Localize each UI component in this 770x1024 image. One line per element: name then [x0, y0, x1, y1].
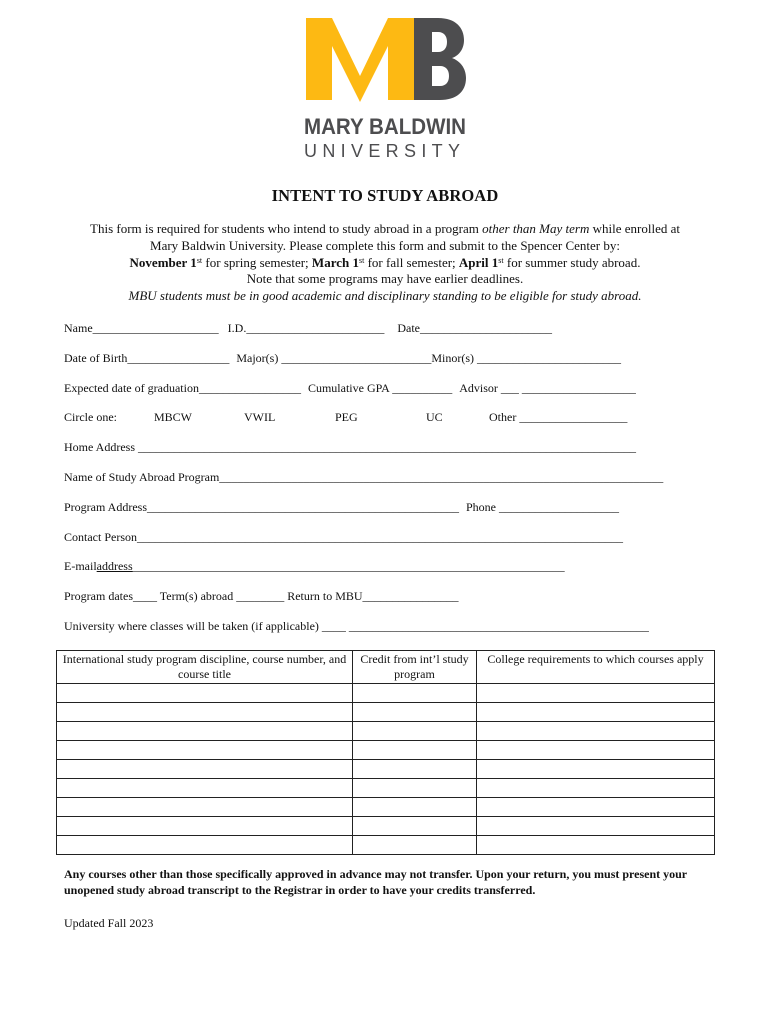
ordinal-suffix: st — [196, 255, 203, 265]
deadline-april: April 1 — [458, 254, 499, 270]
email-blank[interactable]: ________________________________________________________________________ — [132, 559, 565, 573]
graduation-date-field[interactable]: Expected date of graduation_________________ — [64, 381, 301, 395]
table-cell[interactable] — [477, 741, 715, 760]
intro-line-4: Note that some programs may have earlier deadlines. — [246, 271, 524, 287]
header-course-title: International study program discipline, course number, and course title — [57, 651, 353, 684]
table-cell[interactable] — [353, 779, 477, 798]
table-row — [57, 798, 715, 817]
table-row — [57, 684, 715, 703]
table-cell[interactable] — [57, 741, 353, 760]
option-mbcw[interactable]: MBCW — [154, 410, 193, 424]
ordinal-suffix: st — [358, 255, 365, 265]
field-row-3 — [64, 380, 636, 396]
university-logo — [302, 16, 468, 160]
circle-one-label: Circle one: — [64, 410, 117, 424]
table-cell[interactable] — [477, 722, 715, 741]
deadline-march: March 1 — [311, 254, 359, 270]
option-peg[interactable]: PEG — [335, 410, 358, 424]
table-cell[interactable] — [353, 817, 477, 836]
deadline-text: for spring semester; — [202, 254, 312, 270]
logo-line-1: MARY BALDWIN — [304, 114, 466, 139]
intro-line-2: Mary Baldwin University. Please complete this form and submit to the Spencer Center by: — [150, 237, 620, 253]
table-cell[interactable] — [477, 798, 715, 817]
table-cell[interactable] — [353, 760, 477, 779]
intro-paragraph — [50, 221, 720, 305]
field-row-2 — [64, 350, 621, 366]
email-label-underlined: address — [96, 559, 133, 573]
university-field[interactable]: University where classes will be taken (if applicable) ____ __________________________________________________ — [64, 619, 649, 633]
circle-one-row — [64, 409, 714, 425]
table-cell[interactable] — [57, 817, 353, 836]
program-address-field[interactable]: Program Address____________________________________________________ — [64, 500, 459, 514]
course-table — [56, 650, 715, 855]
table-cell[interactable] — [477, 817, 715, 836]
logo-line-2: UNIVERSITY — [304, 141, 466, 160]
option-other[interactable]: Other __________________ — [489, 410, 628, 424]
table-cell[interactable] — [57, 760, 353, 779]
deadline-november: November 1 — [129, 254, 197, 270]
table-cell[interactable] — [477, 760, 715, 779]
transfer-notice: Any courses other than those specifically approved in advance may not transfer. Upon your return, you must present your unopened study abroad transcript to the Registrar in order to have your credits transferred. — [64, 867, 687, 897]
header-credit: Credit from int’l study program — [353, 651, 477, 684]
date-of-birth-field[interactable]: Date of Birth_________________ — [64, 351, 230, 365]
advisor-field[interactable]: Advisor ___ ___________________ — [459, 381, 636, 395]
table-row — [57, 741, 715, 760]
deadline-text: for summer study abroad. — [503, 254, 641, 270]
program-name-field[interactable]: Name of Study Abroad Program__________________________________________________________________________ — [64, 470, 664, 484]
table-row — [57, 760, 715, 779]
home-address-field[interactable]: Home Address ___________________________________________________________________________________ — [64, 440, 636, 454]
contact-person-field[interactable]: Contact Person_________________________________________________________________________________ — [64, 530, 623, 544]
eligibility-text: MBU students must be in good academic and disciplinary standing to be eligible for study abroad. — [128, 288, 642, 304]
minor-field[interactable]: Minor(s) ________________________ — [431, 351, 621, 365]
table-cell[interactable] — [477, 836, 715, 855]
table-header-row — [57, 651, 715, 684]
intro-emphasis: other than May term — [482, 221, 590, 236]
intro-line-1 — [50, 221, 720, 238]
table-cell[interactable] — [57, 722, 353, 741]
table-row — [57, 779, 715, 798]
eligibility-note — [50, 288, 720, 305]
field-row-1 — [64, 320, 552, 336]
email-field[interactable] — [64, 558, 565, 574]
table-cell[interactable] — [57, 684, 353, 703]
deadlines-line — [50, 255, 720, 272]
major-field[interactable]: Major(s) _________________________ — [236, 351, 432, 365]
table-cell[interactable] — [57, 836, 353, 855]
option-uc[interactable]: UC — [426, 410, 443, 424]
intro-text: This form is required for students who intend to study abroad in a program — [90, 221, 483, 236]
table-row — [57, 722, 715, 741]
intro-text: while enrolled at — [589, 221, 680, 236]
table-cell[interactable] — [353, 722, 477, 741]
table-cell[interactable] — [477, 779, 715, 798]
email-label: E-mail — [64, 559, 97, 573]
table-row — [57, 703, 715, 722]
table-row — [57, 817, 715, 836]
table-cell[interactable] — [57, 779, 353, 798]
header-college-requirements: College requirements to which courses apply — [477, 651, 715, 684]
table-cell[interactable] — [353, 798, 477, 817]
mb-logo-mark — [302, 16, 468, 160]
table-cell[interactable] — [57, 703, 353, 722]
table-cell[interactable] — [477, 703, 715, 722]
deadline-text: for fall semester; — [364, 254, 459, 270]
updated-date: Updated Fall 2023 — [64, 916, 154, 930]
table-cell[interactable] — [57, 798, 353, 817]
ordinal-suffix: st — [498, 255, 504, 265]
gpa-field[interactable]: Cumulative GPA __________ — [307, 381, 453, 395]
phone-field[interactable]: Phone ____________________ — [466, 500, 619, 514]
table-cell[interactable] — [353, 703, 477, 722]
table-cell[interactable] — [353, 836, 477, 855]
name-field[interactable]: Name_____________________ — [64, 321, 219, 335]
table-cell[interactable] — [353, 741, 477, 760]
option-vwil[interactable]: VWIL — [244, 410, 276, 424]
program-dates-field[interactable]: Program dates____ Term(s) abroad ________ Return to MBU________________ — [64, 589, 459, 603]
table-row — [57, 836, 715, 855]
form-title: INTENT TO STUDY ABROAD — [271, 186, 499, 205]
id-field[interactable]: I.D._______________________ — [227, 321, 385, 335]
table-cell[interactable] — [477, 684, 715, 703]
date-field[interactable]: Date______________________ — [397, 321, 552, 335]
table-cell[interactable] — [353, 684, 477, 703]
field-row-program-address — [64, 499, 619, 515]
